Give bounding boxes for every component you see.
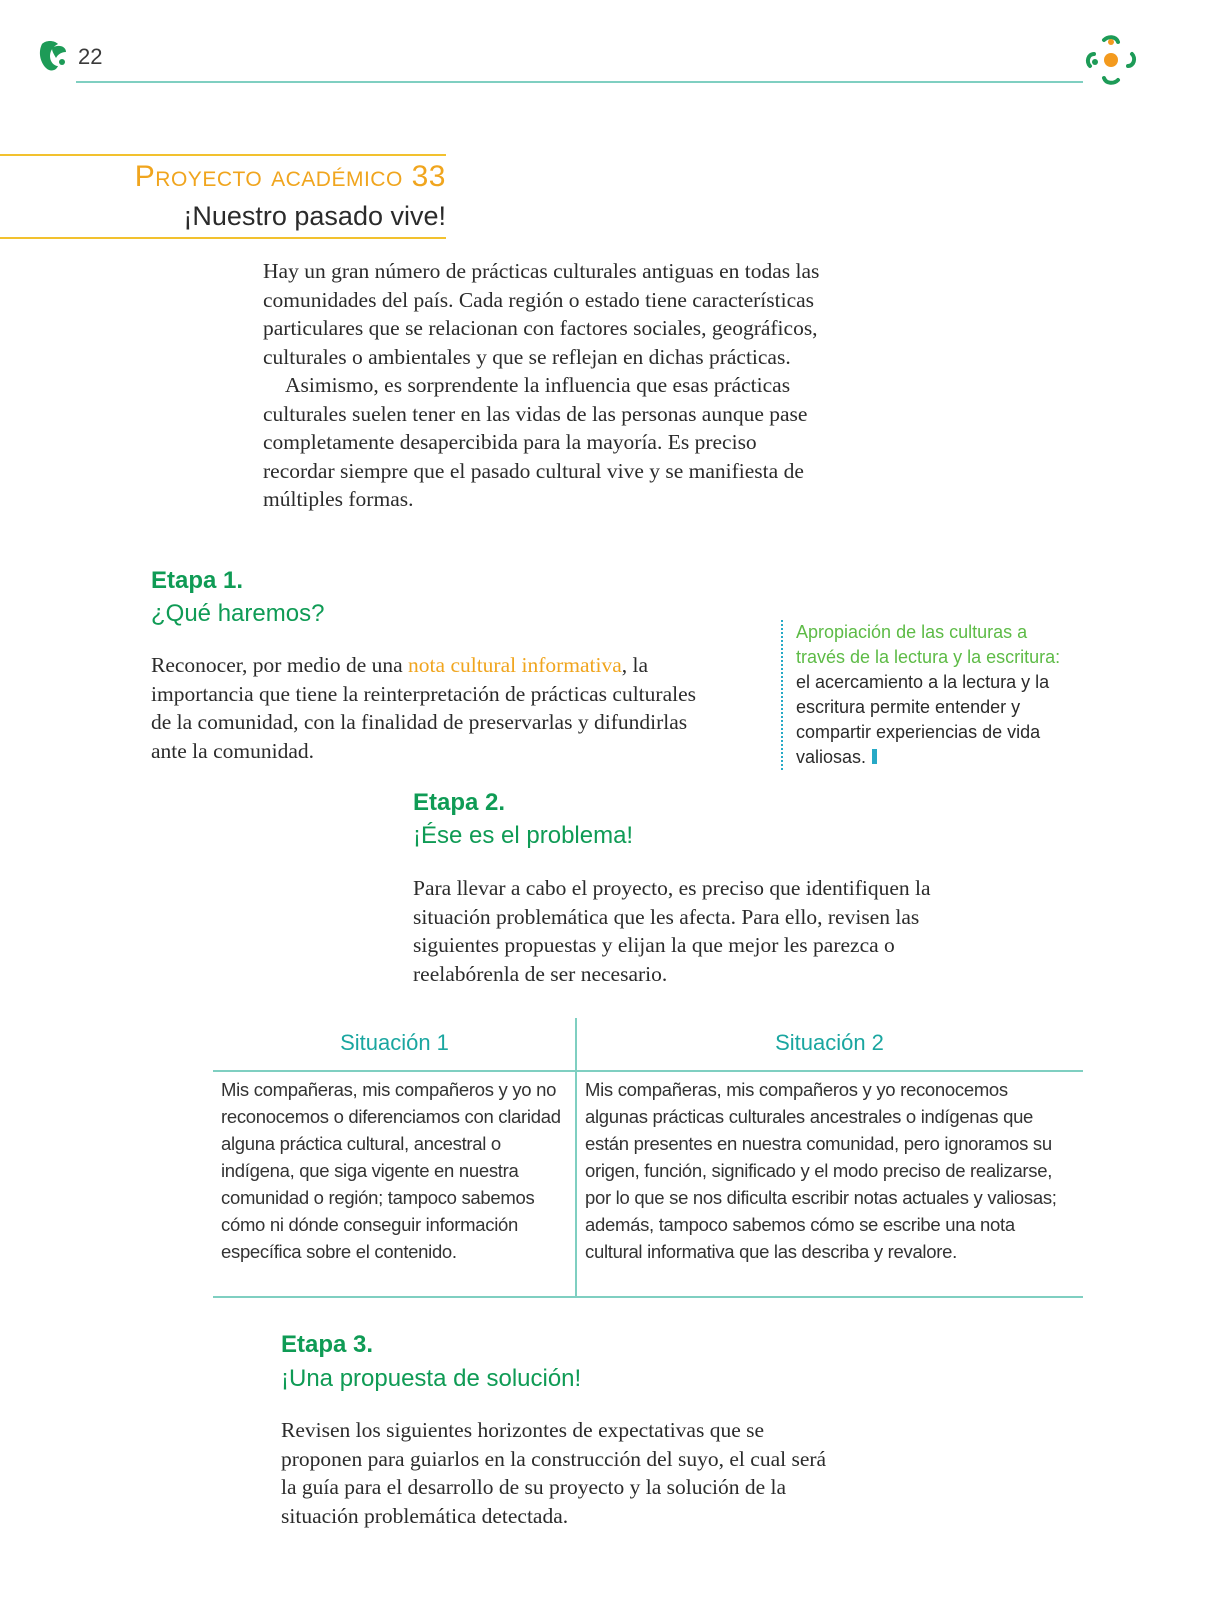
title-rule-top: [0, 154, 446, 156]
table-bottom-rule: [213, 1296, 1083, 1298]
stage3-text: Revisen los siguientes horizontes de expectativas que se proponen para guiarlos en la construcción del suyo, el cual será la guía para el desarrollo de su proyecto y la solución de la situación problemática detectada.: [281, 1418, 827, 1528]
situation2-header: Situación 2: [775, 1030, 884, 1055]
stage2-heading: Etapa 2.: [413, 789, 506, 816]
stage3-subheading: ¡Una propuesta de solución!: [281, 1365, 582, 1392]
situation2-text: Mis compañeras, mis compañeros y yo reconocemos algunas prácticas culturales ancestrales o indígenas que están presentes en nuestra comunidad, pero ignoramos su origen, función, significado y el modo preciso de realizarse, por lo que se nos dificulta escribir notas actuales y valiosas; además, tampoco sabemos cómo se escribe una nota cultural informativa que las describa y revalore.: [585, 1079, 1057, 1262]
end-mark-icon: [872, 749, 877, 764]
sidebar-definition: el acercamiento a la lectura y la escritura permite entender y compartir experiencias de vida valiosas.: [796, 672, 1050, 767]
project-title: Proyecto académico 33: [134, 160, 446, 193]
stage3-heading: Etapa 3.: [281, 1331, 374, 1358]
table-column-divider: [575, 1018, 577, 1298]
stage2-text: Para llevar a cabo el proyecto, es preciso que identifiquen la situación problemática que les afecta. Para ello, revisen las siguientes propuestas y elijan la que mejor les parezca o reelabórenla de ser necesario.: [413, 876, 931, 986]
sidebar-note: [781, 620, 1072, 770]
circle-dots-logo-icon: [1084, 34, 1138, 86]
intro-text: [263, 257, 823, 514]
leaf-figure-icon: [36, 38, 68, 74]
stage2-subheading: ¡Ése es el problema!: [413, 822, 634, 849]
page-number: 22: [78, 44, 103, 69]
stage1-subheading: ¿Qué haremos?: [151, 600, 325, 627]
intro-paragraph-1: Hay un gran número de prácticas culturales antiguas en todas las comunidades del país. Cada región o estado tiene características particulares que se relacionan con factores sociales, geográficos, culturales o ambientales y que se reflejan en dichas prácticas.: [263, 259, 820, 369]
situation1-text: Mis compañeras, mis compañeros y yo no reconocemos o diferenciamos con claridad alguna práctica cultural, ancestral o indígena, que siga vigente en nuestra comunidad o región; tampoco sabemos cómo ni dónde conseguir información específica sobre el contenido.: [221, 1079, 561, 1262]
sidebar-term: Apropiación de las culturas a través de la lectura y la escritura:: [796, 622, 1061, 667]
stage1-text-end: , la importancia que tiene la reinterpretación de prácticas culturales de la comunidad, con la finalidad de preservarlas y difundirlas ante la comunidad.: [151, 653, 696, 763]
header-rule: [76, 81, 1083, 83]
intro-paragraph-2: Asimismo, es sorprendente la influencia que esas prácticas culturales suelen tener en las vidas de las personas aunque pase completamente desapercibida para la mayoría. Es preciso recordar siempre que el pasado cultural vive y se manifiesta de múltiples formas.: [263, 373, 808, 511]
stage1-heading: Etapa 1.: [151, 567, 244, 594]
stage1-text-start: Reconocer, por medio de una: [151, 653, 409, 677]
stage1-highlight-term: nota cultural informativa: [408, 653, 622, 677]
title-rule-bottom: [0, 237, 446, 239]
stage1-text: [151, 651, 711, 765]
situations-table: [213, 1018, 1083, 1298]
project-subtitle: ¡Nuestro pasado vive!: [183, 201, 446, 231]
situation1-header: Situación 1: [340, 1030, 449, 1055]
table-header-rule: [213, 1070, 1083, 1072]
